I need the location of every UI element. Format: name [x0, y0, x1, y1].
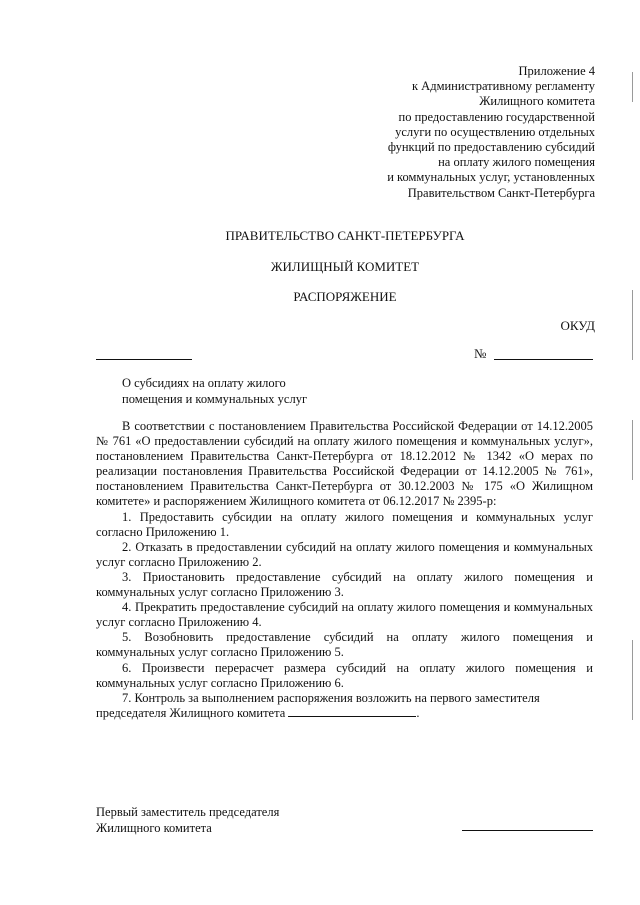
annex-line: Жилищного комитета [479, 94, 595, 109]
order-item-3: 3. Приостановить предоставление субсидий на оплату жилого помещения и коммунальных услуг согласно Приложению 3. [96, 569, 593, 600]
signature-title-line: Первый заместитель председателя [96, 805, 280, 819]
okud-label: ОКУД [560, 318, 595, 333]
annex-line: Правительством Санкт-Петербурга [407, 185, 595, 200]
committee-title: ЖИЛИЩНЫЙ КОМИТЕТ [270, 259, 420, 274]
signature-blank [462, 830, 593, 831]
annex-line: на оплату жилого помещения [438, 155, 595, 170]
order-item-2: 2. Отказать в предоставлении субсидий на оплату жилого помещения и коммунальных услуг согласно Приложению 2. [96, 539, 593, 569]
order-item-1: 1. Предоставить субсидии на оплату жилого помещения и коммунальных услуг согласно Приложению 1. [96, 509, 593, 539]
signature-title-line: Жилищного комитета [96, 820, 212, 835]
date-blank [96, 359, 192, 360]
subject-line: помещения и коммунальных услуг [122, 391, 308, 406]
annex-line: услуги по осуществлению отдельных [395, 124, 595, 139]
order-item-7-end: . [416, 705, 420, 720]
annex-line: к Административному регламенту [411, 79, 595, 94]
scan-edge-mark [632, 420, 633, 480]
order-item-7-text: 7. Контроль за выполнением распоряжения возложить на первого заместителя председателя Жилищного комитета [96, 690, 540, 720]
scan-edge-mark [632, 640, 633, 720]
scan-edge-mark [632, 290, 633, 360]
number-sign: № [474, 346, 487, 361]
annex-line: и коммунальных услуг, установленных [387, 170, 595, 185]
order-item-4: 4. Прекратить предоставление субсидий на оплату жилого помещения и коммунальных услуг согласно Приложению 4. [96, 600, 593, 630]
annex-header [295, 64, 595, 201]
signature-block [96, 805, 279, 836]
order-item-5: 5. Возобновить предоставление субсидий на оплату жилого помещения и коммунальных услуг согласно Приложению 5. [96, 630, 593, 660]
document-type-title: РАСПОРЯЖЕНИЕ [293, 289, 397, 304]
name-blank [288, 706, 416, 717]
annex-line: по предоставлению государственной [398, 109, 595, 124]
document-body [96, 419, 593, 721]
annex-line: Приложение 4 [518, 64, 595, 78]
document-subject [122, 376, 307, 407]
order-item-6: 6. Произвести перерасчет размера субсидий на оплату жилого помещения и коммунальных услуг согласно Приложению 6. [96, 660, 593, 690]
order-item-7 [96, 691, 593, 721]
scan-edge-mark [632, 72, 633, 102]
preamble-paragraph: В соответствии с постановлением Правительства Российской Федерации от 14.12.2005 № 761 «О предоставлении субсидий на оплату жилого помещения и коммунальных услуг», постановлением Правительства Санкт-Петербурга от 18.12.2012 № 1342 «О мерах по реализации постановления Правительства Российской Федерации от 14.12.2005 № 761», постановлением Правительства Санкт-Петербурга от 30.12.2003 № 175 «О Жилищном комитете» и распоряжением Жилищного комитета от 06.12.2017 № 2395-р: [96, 419, 593, 509]
annex-line: функций по предоставлению субсидий [387, 140, 595, 155]
subject-line: О субсидиях на оплату жилого [122, 376, 286, 390]
government-title: ПРАВИТЕЛЬСТВО САНКТ-ПЕТЕРБУРГА [225, 228, 465, 243]
number-blank [494, 359, 593, 360]
